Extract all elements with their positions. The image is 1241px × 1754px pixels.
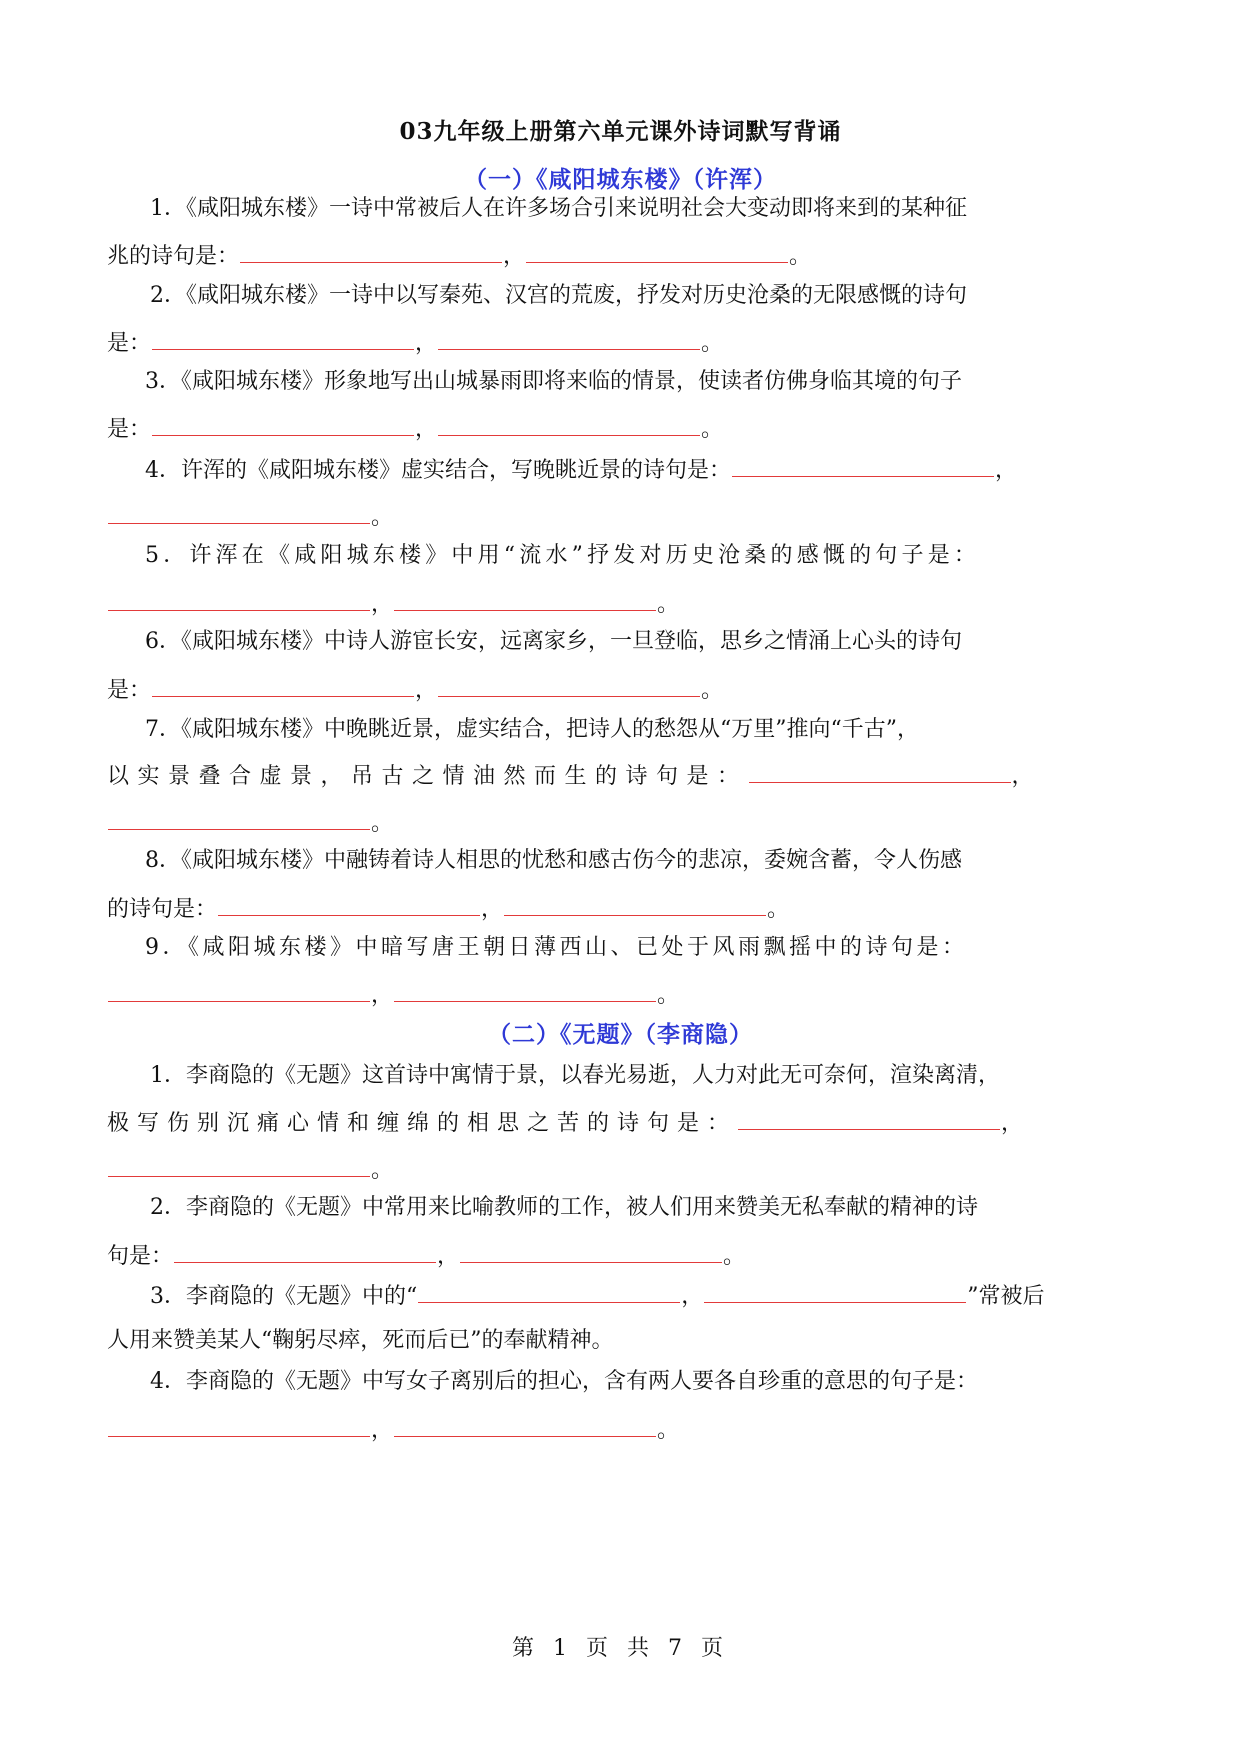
answer-blank[interactable] xyxy=(394,1414,656,1437)
question-1-9-line2: ， 。 xyxy=(107,979,679,1011)
question-1-7-line3: 。 xyxy=(107,807,393,839)
question-2-1-line2: 极写伤别沉痛心情和缠绵的相思之苦的诗句是： ， xyxy=(107,1107,1031,1139)
answer-blank[interactable] xyxy=(418,1280,680,1303)
question-1-7-line1: 7．《咸阳城东楼》中晚眺近景，虚实结合，把诗人的愁怨从“万里”推向“千古”， xyxy=(145,717,919,742)
answer-blank[interactable] xyxy=(108,588,370,611)
question-2-1-line3: 。 xyxy=(107,1154,393,1186)
question-1-4-line1: 4．许浑的《咸阳城东楼》虚实结合，写晚眺近景的诗句是： ， xyxy=(145,454,1017,486)
question-2-1-line1: 1．李商隐的《无题》这首诗中寓情于景，以春光易逝，人力对此无可奈何，渲染离清， xyxy=(150,1063,1001,1088)
section-heading-2: （二）《无题》（李商隐） xyxy=(488,1021,753,1048)
answer-blank[interactable] xyxy=(152,327,414,350)
question-1-2-line1: 2．《咸阳城东楼》一诗中以写秦苑、汉宫的荒废，抒发对历史沧桑的无限感慨的诗句 xyxy=(150,283,968,308)
answer-blank[interactable] xyxy=(108,1414,370,1437)
question-2-2-line2: 句是： ， 。 xyxy=(107,1240,745,1272)
answer-blank[interactable] xyxy=(174,1240,436,1263)
question-2-3-line1: 3．李商隐的《无题》中的“ ， ”常被后 xyxy=(150,1280,1045,1312)
section-heading-1: （一）《咸阳城东楼》（许浑） xyxy=(464,166,777,193)
answer-blank[interactable] xyxy=(732,454,994,477)
answer-blank[interactable] xyxy=(438,674,700,697)
answer-blank[interactable] xyxy=(240,240,502,263)
answer-blank[interactable] xyxy=(438,327,700,350)
question-1-6-line1: 6．《咸阳城东楼》中诗人游宦长安，远离家乡，一旦登临，思乡之情涌上心头的诗句 xyxy=(145,629,963,654)
answer-blank[interactable] xyxy=(704,1280,966,1303)
question-2-3-line2: 人用来赞美某人“鞠躬尽瘁，死而后已”的奉献精神。 xyxy=(107,1328,614,1353)
question-1-7-line2: 以实景叠合虚景，吊古之情油然而生的诗句是： ， xyxy=(107,760,1042,792)
answer-blank[interactable] xyxy=(108,1154,370,1177)
question-1-8-line2: 的诗句是： ， 。 xyxy=(107,893,789,925)
question-2-4-line2: ， 。 xyxy=(107,1414,679,1446)
answer-blank[interactable] xyxy=(152,413,414,436)
question-1-5-line2: ， 。 xyxy=(107,588,679,620)
answer-blank[interactable] xyxy=(749,760,1011,783)
document-title: 03九年级上册第六单元课外诗词默写背诵 xyxy=(399,118,842,145)
answer-blank[interactable] xyxy=(526,240,788,263)
question-1-1-line1: 1．《咸阳城东楼》一诗中常被后人在许多场合引来说明社会大变动即将来到的某种征 xyxy=(150,196,968,221)
answer-blank[interactable] xyxy=(438,413,700,436)
question-1-3-line1: 3．《咸阳城东楼》形象地写出山城暴雨即将来临的情景，使读者仿佛身临其境的句子 xyxy=(145,369,963,394)
question-1-9-line1: 9．《咸阳城东楼》中暗写唐王朝日薄西山、已处于风雨飘摇中的诗句是： xyxy=(145,935,968,960)
question-1-5-line1: 5．许浑在《咸阳城东楼》中用“流水”抒发对历史沧桑的感慨的句子是： xyxy=(145,543,981,568)
question-1-1-line2: 兆的诗句是： ， 。 xyxy=(107,240,811,272)
answer-blank[interactable] xyxy=(394,588,656,611)
answer-blank[interactable] xyxy=(504,893,766,916)
answer-blank[interactable] xyxy=(108,807,370,830)
question-1-8-line1: 8．《咸阳城东楼》中融铸着诗人相思的忧愁和感古伤今的悲凉，委婉含蓄，令人伤感 xyxy=(145,848,963,873)
question-2-4-line1: 4．李商隐的《无题》中写女子离别后的担心，含有两人要各自珍重的意思的句子是： xyxy=(150,1369,979,1394)
answer-blank[interactable] xyxy=(394,979,656,1002)
answer-blank[interactable] xyxy=(218,893,480,916)
answer-blank[interactable] xyxy=(738,1107,1000,1130)
question-1-6-line2: 是： ， 。 xyxy=(107,674,723,706)
answer-blank[interactable] xyxy=(108,501,370,524)
answer-blank[interactable] xyxy=(152,674,414,697)
question-1-4-line2: 。 xyxy=(107,501,393,533)
question-2-2-line1: 2．李商隐的《无题》中常用来比喻教师的工作，被人们用来赞美无私奉献的精神的诗 xyxy=(150,1195,979,1220)
answer-blank[interactable] xyxy=(460,1240,722,1263)
page-footer: 第 1 页 共 7 页 xyxy=(512,1636,729,1661)
answer-blank[interactable] xyxy=(108,979,370,1002)
question-1-3-line2: 是： ， 。 xyxy=(107,413,723,445)
question-1-2-line2: 是： ， 。 xyxy=(107,327,723,359)
